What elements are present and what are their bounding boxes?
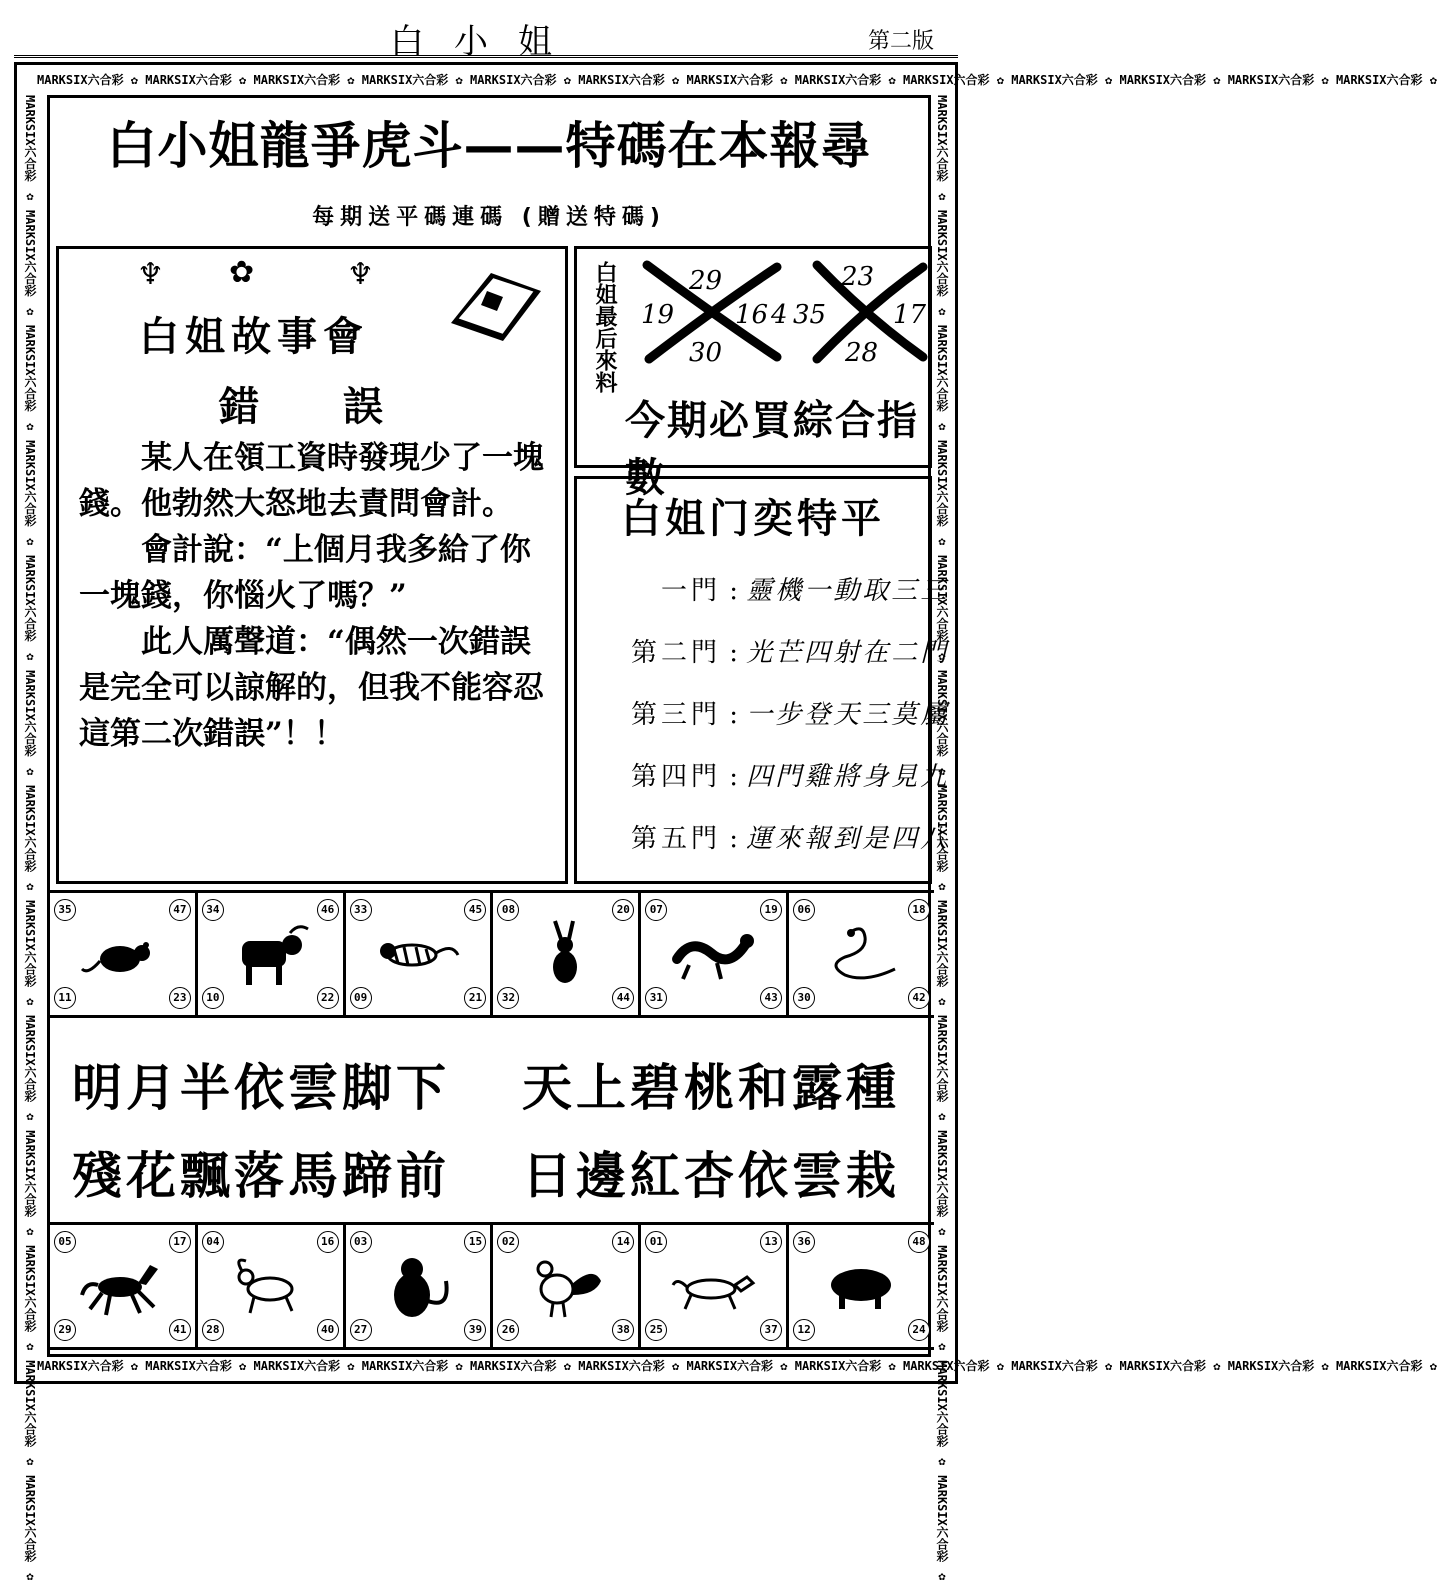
zodiac-row-bottom xyxy=(50,1222,934,1350)
story-paragraph: 會計說：“上個月我多給了你一塊錢，你惱火了嗎？” xyxy=(79,532,531,614)
gate-label: 一門 xyxy=(660,576,721,606)
tulip-icon: ♆ xyxy=(347,257,374,292)
zodiac-number: 34 xyxy=(202,899,224,921)
goat-icon xyxy=(228,1251,312,1323)
zodiac-number: 05 xyxy=(54,1231,76,1253)
index-vertical-title: 白姐最后來料 xyxy=(592,261,617,393)
story-body xyxy=(79,435,559,757)
zodiac-cell xyxy=(346,1225,494,1347)
zodiac-cell xyxy=(198,893,346,1015)
zodiac-cell xyxy=(50,893,198,1015)
zodiac-number: 36 xyxy=(793,1231,815,1253)
gate-row: 第五門 : 運來報到是四八 xyxy=(583,819,923,859)
index-panel xyxy=(574,246,932,501)
story-paragraph: 某人在領工資時發現少了一塊錢。他勃然大怒地去責問會計。 xyxy=(79,440,544,522)
rooster-icon xyxy=(523,1251,607,1323)
border-strip-left xyxy=(19,95,41,1583)
zodiac-number: 31 xyxy=(645,987,667,1009)
gate-text: 一步登天三莫屬 xyxy=(746,700,950,730)
poem-panel xyxy=(50,1018,934,1222)
edition-label: 第二版 xyxy=(867,29,934,54)
gate-label: 第五門 xyxy=(630,824,721,854)
zodiac-number: 21 xyxy=(464,987,486,1009)
zodiac-number: 09 xyxy=(350,987,372,1009)
horse-icon xyxy=(80,1251,164,1323)
gate-row: 一門 : 靈機一動取三三 xyxy=(583,571,923,611)
zodiac-number: 39 xyxy=(464,1319,486,1341)
border-strip-bottom: MARKSIX六合彩 ✿ MARKSIX六合彩 ✿ MARKSIX六合彩 ✿ MARKSIX六合彩 ✿ MARKSIX六合彩 ✿ MARKSIX六合彩 ✿ MARKSIX六合彩 ✿ MARKSIX六合彩 ✿ MARKSIX六合彩 ✿ MARKSIX六合彩 ✿ MARKSIX六合彩 ✿ MARKSIX六合彩 ✿ MARKSIX六合彩 ✿ xyxy=(37,1359,1437,1373)
gate-text: 靈機一動取三三 xyxy=(746,576,950,606)
border-strip-left-text: MARKSIX六合彩 ✿ MARKSIX六合彩 ✿ MARKSIX六合彩 ✿ MARKSIX六合彩 ✿ MARKSIX六合彩 ✿ MARKSIX六合彩 ✿ MARKSIX六合彩 ✿ MARKSIX六合彩 ✿ MARKSIX六合彩 ✿ MARKSIX六合彩 ✿ MARKSIX六合彩 ✿ MARKSIX六合彩 ✿ MARKSIX六合彩 ✿ xyxy=(23,95,37,1583)
zodiac-number: 23 xyxy=(169,987,191,1009)
book-icon xyxy=(447,269,543,343)
dog-icon xyxy=(671,1251,755,1323)
story-panel xyxy=(56,246,568,884)
zodiac-cell xyxy=(641,1225,789,1347)
zodiac-number: 22 xyxy=(317,987,339,1009)
zodiac-number: 40 xyxy=(317,1319,339,1341)
zodiac-number: 28 xyxy=(202,1319,224,1341)
zodiac-number: 29 xyxy=(54,1319,76,1341)
gate-row: 第三門 : 一步登天三莫屬 xyxy=(583,695,923,735)
zodiac-number: 46 xyxy=(317,899,339,921)
zodiac-cell xyxy=(198,1225,346,1347)
zodiac-cell xyxy=(641,893,789,1015)
dragon-icon xyxy=(671,919,755,991)
zodiac-number: 11 xyxy=(54,987,76,1009)
zodiac-number: 38 xyxy=(612,1319,634,1341)
masthead xyxy=(14,8,958,62)
zodiac-cell xyxy=(493,1225,641,1347)
zodiac-number: 43 xyxy=(760,987,782,1009)
page-frame xyxy=(14,62,1437,1583)
zodiac-number: 30 xyxy=(793,987,815,1009)
subheadline: 每期送平碼連碼 (贈送特碼) xyxy=(312,205,666,230)
crossed-number: 29 xyxy=(689,266,723,296)
gate-label: 第四門 xyxy=(630,762,721,792)
headline: 白小姐龍爭虎斗——特碼在本報尋 xyxy=(106,117,872,175)
zodiac-number: 04 xyxy=(202,1231,224,1253)
crossed-number: 16 xyxy=(735,300,769,330)
gate-row: 第二門 : 光芒四射在二門 xyxy=(583,633,923,673)
zodiac-cell xyxy=(789,1225,934,1347)
rabbit-icon xyxy=(523,919,607,991)
zodiac-number: 14 xyxy=(612,1231,634,1253)
zodiac-number: 42 xyxy=(908,987,930,1009)
monkey-icon xyxy=(376,1251,460,1323)
zodiac-number: 25 xyxy=(645,1319,667,1341)
crossed-number: 17 xyxy=(893,300,927,330)
zodiac-number: 45 xyxy=(464,899,486,921)
zodiac-number: 08 xyxy=(497,899,519,921)
zodiac-number: 37 xyxy=(760,1319,782,1341)
crossed-numbers-graphic xyxy=(627,257,927,367)
zodiac-number: 03 xyxy=(350,1231,372,1253)
zodiac-number: 33 xyxy=(350,899,372,921)
crossed-number: 19 xyxy=(641,300,675,330)
zodiac-number: 26 xyxy=(497,1319,519,1341)
border-strip-right-text: MARKSIX六合彩 ✿ MARKSIX六合彩 ✿ MARKSIX六合彩 ✿ MARKSIX六合彩 ✿ MARKSIX六合彩 ✿ MARKSIX六合彩 ✿ MARKSIX六合彩 ✿ MARKSIX六合彩 ✿ MARKSIX六合彩 ✿ MARKSIX六合彩 ✿ MARKSIX六合彩 ✿ MARKSIX六合彩 ✿ MARKSIX六合彩 ✿ xyxy=(935,95,949,1583)
poem-line: 殘花飄落馬蹄前 xyxy=(72,1147,450,1205)
zodiac-number: 32 xyxy=(497,987,519,1009)
masthead-title: 白小姐 xyxy=(390,22,582,62)
crossed-number: 30 xyxy=(689,338,723,368)
poem-line: 天上碧桃和露種 xyxy=(522,1059,900,1117)
gate-text: 四門雞將身見九 xyxy=(746,762,950,792)
ox-icon xyxy=(228,919,312,991)
zodiac-number: 41 xyxy=(169,1319,191,1341)
story-title: 白姐故事會 xyxy=(139,314,369,360)
index-title: 今期必買綜合指數 xyxy=(625,398,919,501)
zodiac-number: 10 xyxy=(202,987,224,1009)
zodiac-number: 02 xyxy=(497,1231,519,1253)
zodiac-number: 48 xyxy=(908,1231,930,1253)
zodiac-cell xyxy=(50,1225,198,1347)
zodiac-row-top xyxy=(50,890,934,1018)
snake-icon xyxy=(819,919,903,991)
zodiac-number: 16 xyxy=(317,1231,339,1253)
gates-panel xyxy=(574,476,950,884)
flower-icon: ✿ xyxy=(229,255,255,290)
zodiac-number: 20 xyxy=(612,899,634,921)
gate-text: 運來報到是四八 xyxy=(746,824,950,854)
poem-line: 明月半依雲脚下 xyxy=(72,1059,450,1117)
gate-label: 第二門 xyxy=(630,638,721,668)
crossed-number: 35 xyxy=(793,300,827,330)
zodiac-cell xyxy=(789,893,934,1015)
zodiac-number: 35 xyxy=(54,899,76,921)
gate-text: 光芒四射在二門 xyxy=(746,638,950,668)
story-subtitle: 錯 誤 xyxy=(219,384,383,430)
story-paragraph: 此人厲聲道：“偶然一次錯誤是完全可以諒解的，但我不能容忍這第二次錯誤”！！ xyxy=(79,624,544,752)
border-strip-top: MARKSIX六合彩 ✿ MARKSIX六合彩 ✿ MARKSIX六合彩 ✿ MARKSIX六合彩 ✿ MARKSIX六合彩 ✿ MARKSIX六合彩 ✿ MARKSIX六合彩 ✿ MARKSIX六合彩 ✿ MARKSIX六合彩 ✿ MARKSIX六合彩 ✿ MARKSIX六合彩 ✿ MARKSIX六合彩 ✿ MARKSIX六合彩 ✿ xyxy=(37,73,1437,87)
gate-label: 第三門 xyxy=(630,700,721,730)
crossed-number: 23 xyxy=(841,262,875,292)
zodiac-number: 13 xyxy=(760,1231,782,1253)
crossed-number: 28 xyxy=(845,338,879,368)
zodiac-number: 47 xyxy=(169,899,191,921)
crossed-number: 4 xyxy=(771,300,788,330)
zodiac-number: 01 xyxy=(645,1231,667,1253)
poem-line: 日邊紅杏依雲栽 xyxy=(522,1147,900,1205)
tiger-icon xyxy=(376,919,460,991)
crossed-numbers xyxy=(627,257,927,367)
tulip-icon: ♆ xyxy=(137,257,164,292)
zodiac-number: 15 xyxy=(464,1231,486,1253)
zodiac-number: 17 xyxy=(169,1231,191,1253)
pig-icon xyxy=(819,1251,903,1323)
zodiac-number: 07 xyxy=(645,899,667,921)
zodiac-number: 19 xyxy=(760,899,782,921)
zodiac-number: 24 xyxy=(908,1319,930,1341)
gate-row: 第四門 : 四門雞將身見九 xyxy=(583,757,923,797)
zodiac-number: 18 xyxy=(908,899,930,921)
zodiac-cell xyxy=(493,893,641,1015)
gates-title: 白姐门奕特平 xyxy=(621,496,885,542)
zodiac-number: 12 xyxy=(793,1319,815,1341)
zodiac-number: 27 xyxy=(350,1319,372,1341)
zodiac-number: 44 xyxy=(612,987,634,1009)
rat-icon xyxy=(80,919,164,991)
zodiac-cell xyxy=(346,893,494,1015)
zodiac-number: 06 xyxy=(793,899,815,921)
